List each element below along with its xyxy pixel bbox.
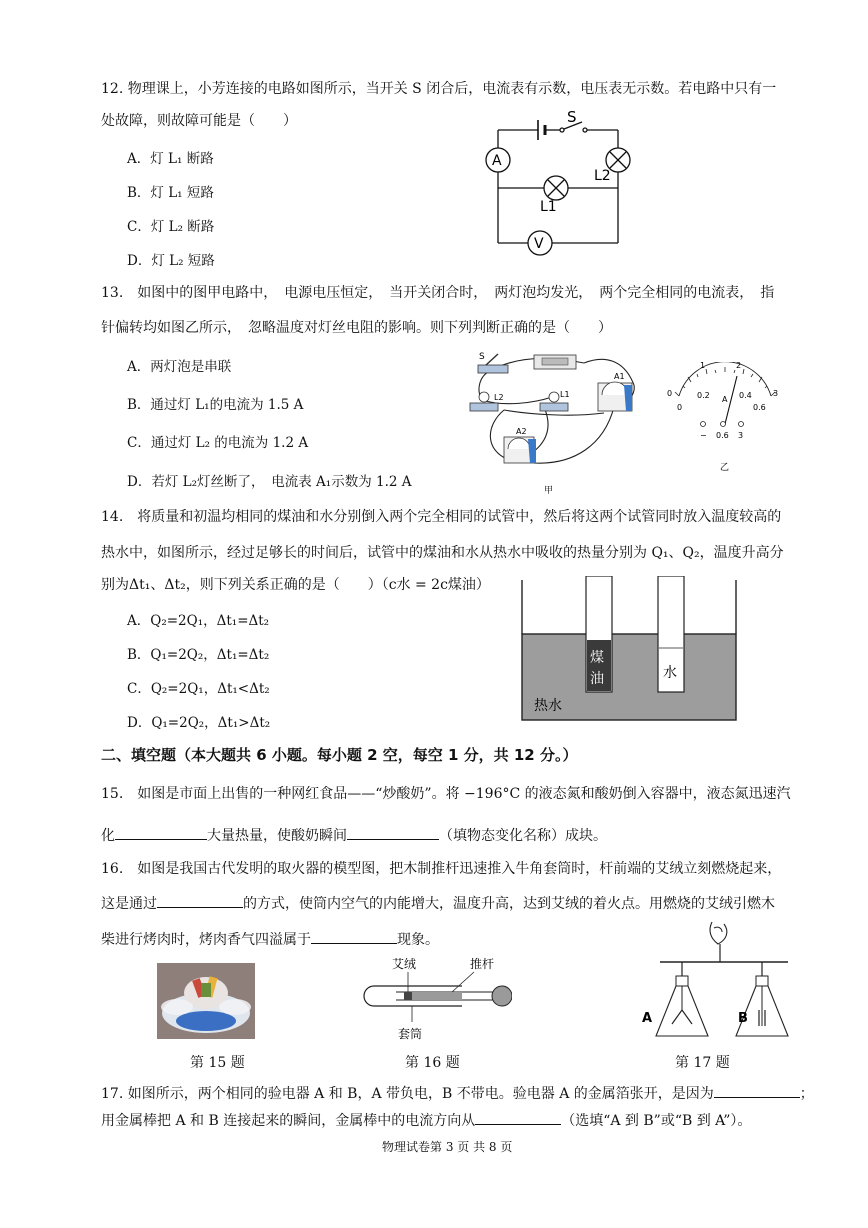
q16-blank-2[interactable] — [311, 929, 397, 944]
q17-label-a: A — [642, 1011, 653, 1026]
q13-fig-jia-caption: 甲 — [544, 486, 554, 495]
q12-lamp2-label: L2 — [594, 168, 611, 184]
q13-line1: 13. 如图中的图甲电路中， 电源电压恒定， 当开关闭合时， 两灯泡均发光， 两个完全相同的电流表， 指 — [101, 285, 775, 301]
q15-blank-1[interactable] — [115, 825, 207, 840]
page-footer: 物理试卷第 3 页 共 8 页 — [382, 1140, 513, 1154]
q16-line2-b: 的方式，使筒内空气的内能增大，温度升高，达到艾绒的着火点。用燃烧的艾绒引燃木 — [243, 896, 775, 912]
q12-option-c: C．灯 L₂ 断路 — [127, 219, 215, 235]
q16-tao-tong-label: 套筒 — [398, 1027, 423, 1041]
q16-line3-a: 柴进行烤肉时，烤肉香气四溢属于 — [101, 932, 311, 948]
q15-line1: 15. 如图是市面上出售的一种网红食品——“炒酸奶”。将 −196°C 的液态氮和酸奶倒入容器中，液态氮迅速汽 — [101, 786, 791, 802]
q17-line1-a: 17. 如图所示，两个相同的验电器 A 和 B，A 带负电，B 不带电。验电器 A 的金属箔张开，是因为 — [101, 1086, 714, 1102]
q14-line2: 热水中，如图所示，经过足够长的时间后，试管中的煤油和水从热水中吸收的热量分别为 Q₁、Q₂，温度升高分 — [101, 545, 784, 561]
q13-option-d: D．若灯 L₂灯丝断了， 电流表 A₁示数为 1.2 A — [127, 474, 412, 490]
q13-a1-label: A1 — [614, 372, 625, 381]
q13-terminal-3: 3 — [738, 431, 744, 440]
q14-option-c: C．Q₂=2Q₁，Δt₁<Δt₂ — [127, 681, 270, 697]
q12-line1: 12. 物理课上，小芳连接的电路如图所示，当开关 S 闭合后，电流表有示数，电压表无示数。若电路中只有一 — [101, 81, 777, 97]
q13-lamp2-label: L2 — [494, 393, 504, 402]
q13-option-c: C．通过灯 L₂ 的电流为 1.2 A — [127, 435, 309, 451]
q13-dial-top-1: 1 — [700, 362, 706, 370]
q14-line3: 别为Δt₁、Δt₂，则下列关系正确的是（ ）（c水 = 2c煤油） — [101, 577, 490, 593]
q13-dial-top-2: 2 — [736, 362, 742, 370]
caption-q17: 第 17 题 — [675, 1055, 730, 1071]
q12-ammeter-label: A — [492, 153, 502, 169]
q15-line2-a: 化 — [101, 828, 115, 844]
q12-option-d: D．灯 L₂ 短路 — [127, 253, 215, 269]
q17-blank-2[interactable] — [475, 1110, 561, 1125]
q13-option-b: B．通过灯 L₁的电流为 1.5 A — [127, 397, 304, 413]
q13-lamp1-label: L1 — [560, 390, 570, 399]
q15-line2 — [101, 825, 607, 846]
q12-option-a: A．灯 L₁ 断路 — [127, 151, 214, 167]
q16-fire-piston-figure — [362, 948, 512, 1043]
q16-line3-b: 现象。 — [397, 932, 439, 948]
q15-line2-c: （填物态变化名称）成块。 — [439, 828, 607, 844]
q13-dial-unit: A — [722, 395, 728, 404]
q14-option-d: D．Q₁=2Q₂，Δt₁>Δt₂ — [127, 715, 271, 731]
q14-kerosene-label-2: 油 — [590, 671, 604, 687]
q12-voltmeter-label: V — [534, 236, 544, 252]
q14-option-b: B．Q₁=2Q₂，Δt₁=Δt₂ — [127, 647, 270, 663]
q13-dial-top-3: 3 — [773, 389, 779, 398]
q16-ai-rong-label: 艾绒 — [392, 957, 417, 971]
q12-option-b: B．灯 L₁ 短路 — [127, 185, 214, 201]
q13-line2: 针偏转均如图乙所示， 忽略温度对灯丝电阻的影响。则下列判断正确的是（ ） — [101, 320, 612, 336]
q14-line1: 14. 将质量和初温均相同的煤油和水分别倒入两个完全相同的试管中，然后将这两个试管同时放入温度较高的 — [101, 509, 782, 525]
q16-line2-a: 这是通过 — [101, 896, 157, 912]
q13-fig-jia-circuit — [464, 345, 654, 495]
q17-line1 — [101, 1083, 814, 1104]
q13-fig-yi-dial — [665, 362, 785, 474]
q17-blank-1[interactable] — [714, 1083, 800, 1098]
q17-electroscope-figure — [640, 918, 800, 1044]
q13-switch-label: S — [479, 352, 485, 362]
q15-line2-b: 大量热量，使酸奶瞬间 — [207, 828, 347, 844]
q16-blank-1[interactable] — [157, 893, 243, 908]
q14-hot-water-label: 热水 — [534, 698, 562, 714]
q12-lamp1-label: L1 — [540, 199, 557, 215]
q15-yogurt-photo — [157, 963, 255, 1039]
q14-water-label: 水 — [663, 665, 677, 681]
q13-dial-bottom-0: 0 — [677, 403, 683, 412]
q16-line3 — [101, 929, 439, 950]
section-2-heading: 二、填空题（本大题共 6 小题。每小题 2 空，每空 1 分，共 12 分。） — [101, 746, 578, 764]
q13-terminal-06: 0.6 — [716, 431, 729, 440]
q15-blank-2[interactable] — [347, 825, 439, 840]
q17-label-b: B — [738, 1011, 748, 1026]
q13-dial-bottom-1: 0.2 — [697, 391, 710, 400]
q13-dial-bottom-2: 0.4 — [739, 391, 752, 400]
q14-option-a: A．Q₂=2Q₁，Δt₁=Δt₂ — [127, 613, 270, 629]
caption-q15: 第 15 题 — [190, 1055, 245, 1071]
q12-switch-label: S — [567, 108, 577, 126]
q16-line2 — [101, 893, 775, 914]
q13-dial-bottom-3: 0.6 — [753, 403, 766, 412]
q13-dial-top-0: 0 — [667, 389, 673, 398]
q17-line2 — [101, 1110, 751, 1131]
q16-line1: 16. 如图是我国古代发明的取火器的模型图，把木制推杆迅速推入牛角套筒时，杆前端的艾绒立刻燃烧起来， — [101, 861, 782, 877]
caption-q16: 第 16 题 — [405, 1055, 460, 1071]
q13-option-a: A．两灯泡是串联 — [127, 359, 232, 375]
q12-circuit-diagram — [470, 108, 650, 260]
q17-line1-b: ； — [799, 1086, 814, 1102]
q12-line2: 处故障，则故障可能是（ ） — [101, 113, 297, 129]
q16-tui-gan-label: 推杆 — [470, 957, 495, 971]
q13-terminal-neg: − — [700, 431, 707, 440]
q13-a2-label: A2 — [516, 427, 527, 436]
q14-kerosene-label-1: 煤 — [590, 650, 604, 666]
q13-fig-yi-caption: 乙 — [720, 463, 730, 473]
q17-line2-a: 用金属棒把 A 和 B 连接起来的瞬间，金属棒中的电流方向从 — [101, 1113, 476, 1129]
q17-line2-b: （选填“A 到 B”或“B 到 A”）。 — [561, 1113, 752, 1129]
q14-test-tube-figure — [520, 576, 738, 724]
